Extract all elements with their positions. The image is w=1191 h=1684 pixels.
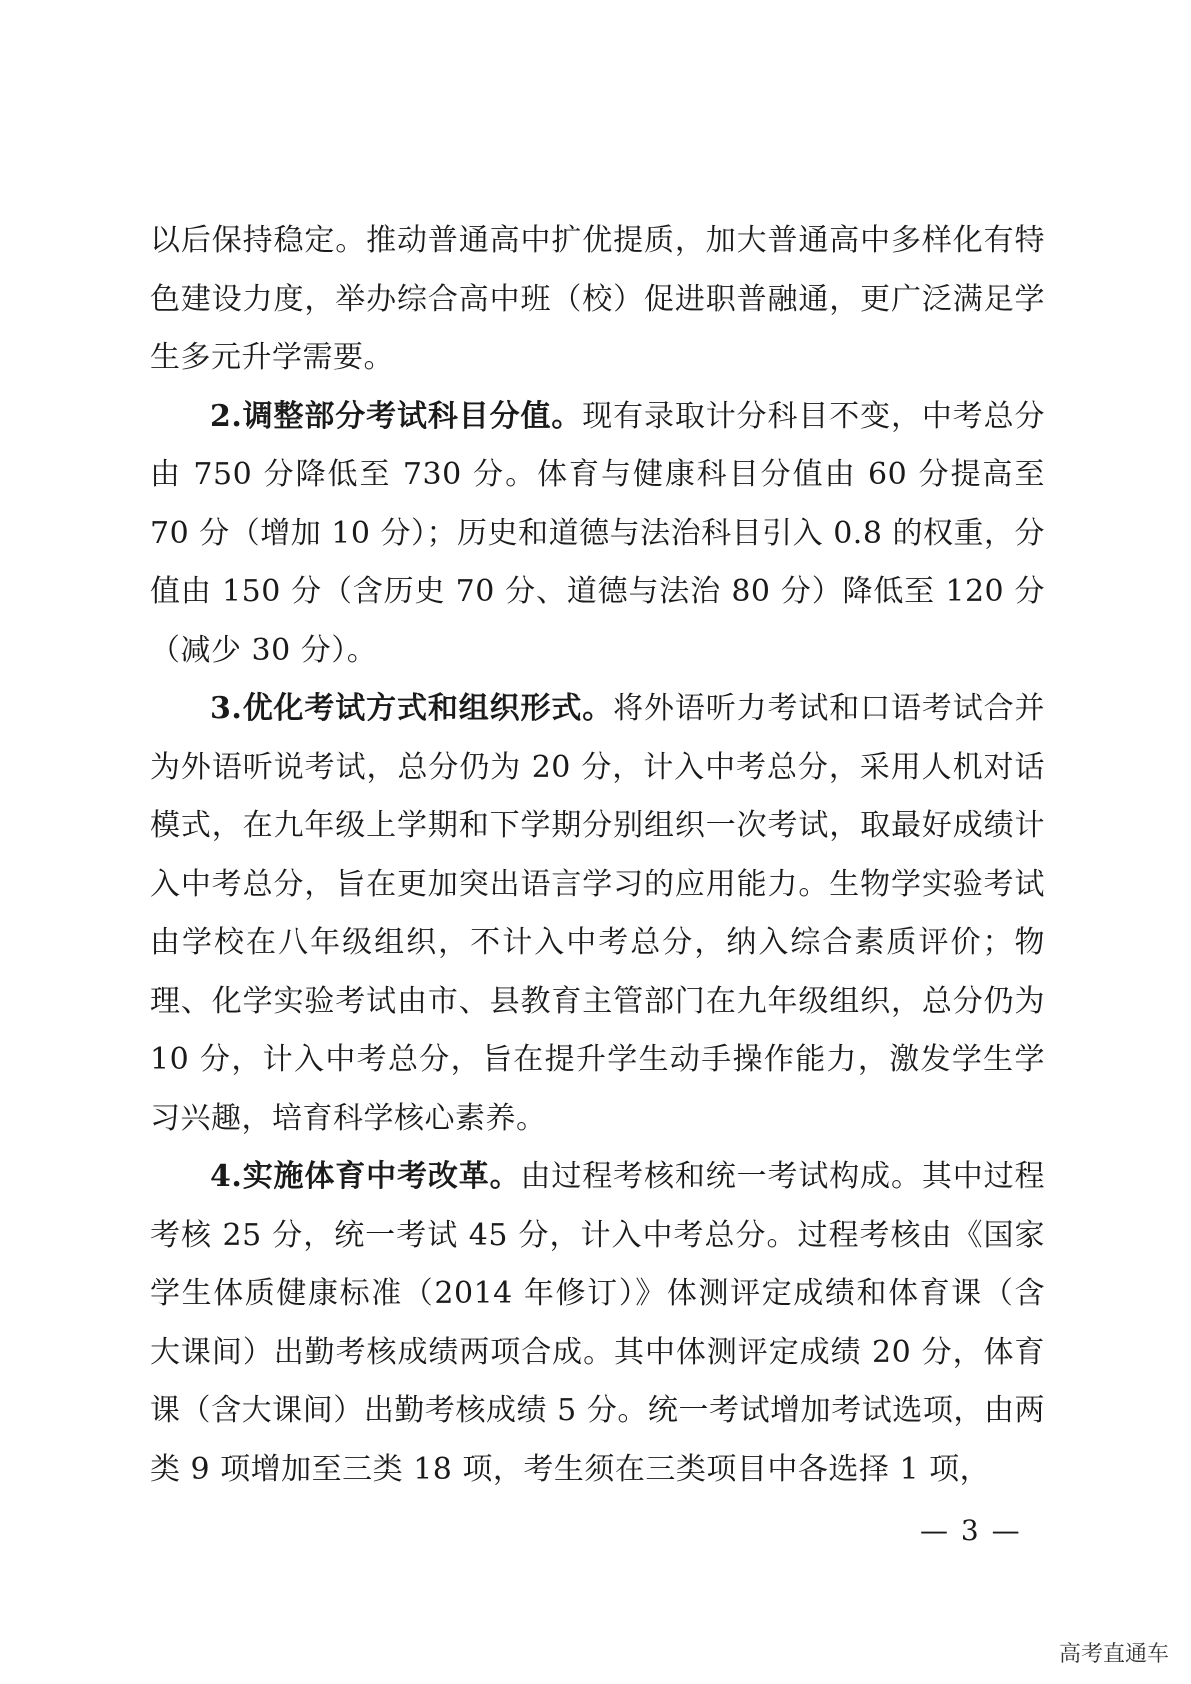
paragraph-2 bbox=[150, 388, 1045, 681]
paragraph-1 bbox=[150, 212, 1045, 388]
paragraph-2-lead: 2.调整部分考试科目分值。 bbox=[210, 398, 583, 434]
paragraph-3-lead: 3.优化考试方式和组织形式。 bbox=[210, 691, 614, 726]
watermark-text: 高考直通车 bbox=[1058, 1642, 1169, 1667]
paragraph-2-text: 现有录取计分科目不变，中考总分由 750 分降低至 730 分。体育与健康科目分值由 60 分提高至 70 分（增加 10 分）；历史和道德与法治科目引入 0.8 的权重，分值由 150 分（含历史 70 分、道德与法治 80 分）降低至 120 分（减少 30 分）。 bbox=[150, 398, 1046, 668]
page-number: — 3 — bbox=[920, 1514, 1022, 1547]
paragraph-4-text: 由过程考核和统一考试构成。其中过程考核 25 分，统一考试 45 分，计入中考总分。过程考核由《国家学生体质健康标准（2014 年修订）》体测评定成绩和体育课（含大课间）出勤考核成绩两项合成。其中体测评定成绩 20 分，体育课（含大课间）出勤考核成绩 5 分。统一考试增加考试选项，由两类 9 项增加至三类 18 项，考生须在三类项目中各选择 1 项， bbox=[150, 1159, 1045, 1487]
paragraph-4 bbox=[150, 1148, 1045, 1499]
body-text bbox=[150, 212, 1045, 1499]
paragraph-1-text: 以后保持稳定。推动普通高中扩优提质，加大普通高中多样化有特色建设力度，举办综合高中班（校）促进职普融通，更广泛满足学生多元升学需要。 bbox=[150, 223, 1045, 375]
paragraph-4-lead: 4.实施体育中考改革。 bbox=[210, 1159, 521, 1194]
paragraph-3 bbox=[150, 680, 1045, 1148]
paragraph-3-text: 将外语听力考试和口语考试合并为外语听说考试，总分仍为 20 分，计入中考总分，采用人机对话模式，在九年级上学期和下学期分别组织一次考试，取最好成绩计入中考总分，旨在更加突出语言学习的应用能力。生物学实验考试由学校在八年级组织，不计入中考总分，纳入综合素质评价；物理、化学实验考试由市、县教育主管部门在九年级组织，总分仍为 10 分，计入中考总分，旨在提升学生动手操作能力，激发学生学习兴趣，培育科学核心素养。 bbox=[150, 691, 1045, 1136]
